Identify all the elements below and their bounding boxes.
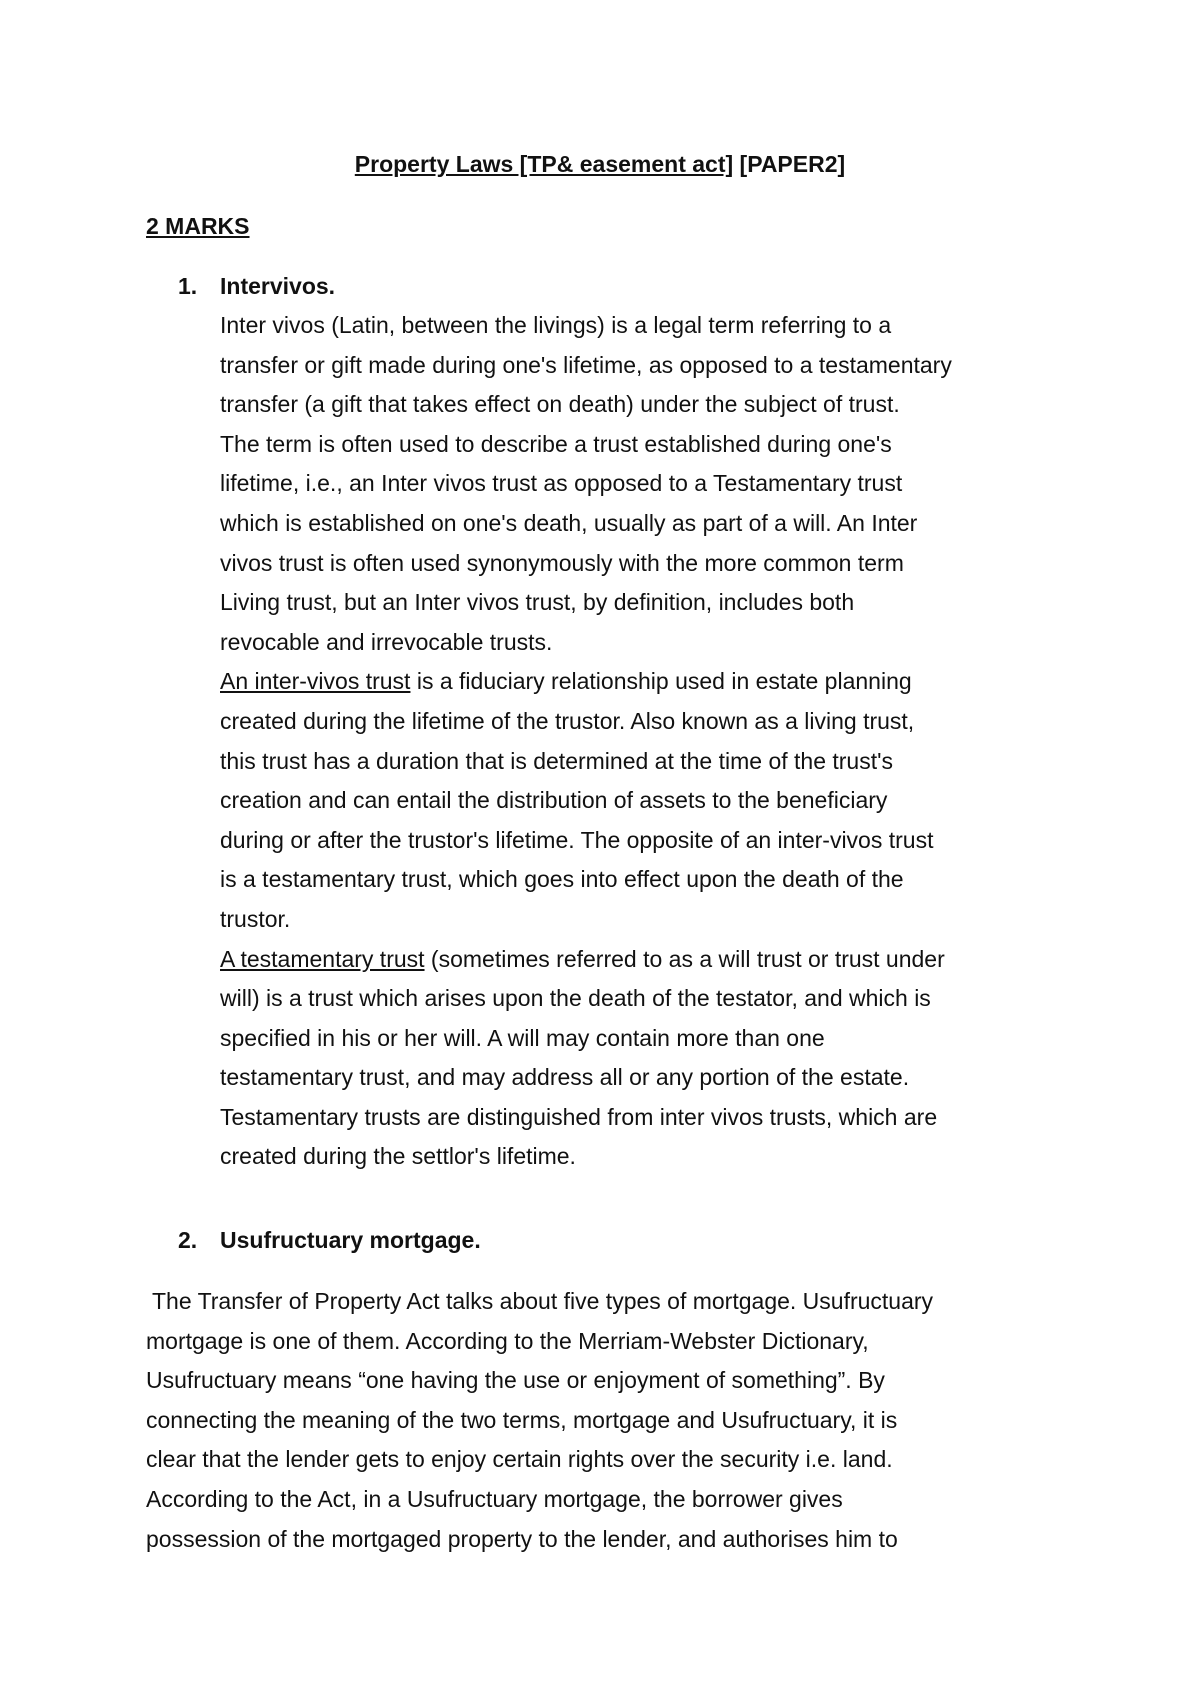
item-title: Usufructuary mortgage. bbox=[220, 1227, 481, 1253]
text-line: revocable and irrevocable trusts. bbox=[220, 628, 553, 655]
text-line: testamentary trust, and may address all or any portion of the estate. bbox=[220, 1064, 910, 1091]
text-line: The term is often used to describe a trust established during one's bbox=[220, 430, 892, 457]
text-line bbox=[220, 662, 1070, 702]
text-line: Testamentary trusts are distinguished from inter vivos trusts, which are bbox=[220, 1103, 938, 1130]
underlined-term: An inter-vivos trust bbox=[220, 668, 411, 695]
text-line: The Transfer of Property Act talks about five types of mortgage. Usufructuary bbox=[146, 1288, 934, 1314]
text-line: during or after the trustor's lifetime. The opposite of an inter-vivos trust bbox=[220, 826, 934, 853]
text-line: trustor. bbox=[220, 905, 291, 932]
item-number: 2. bbox=[178, 1227, 198, 1253]
text-line: created during the settlor's lifetime. bbox=[220, 1143, 576, 1170]
text-fragment: is a fiduciary relationship used in estate planning bbox=[410, 668, 912, 695]
text-line: lifetime, i.e., an Inter vivos trust as opposed to a Testamentary trust bbox=[220, 470, 903, 497]
title-suffix: [PAPER2] bbox=[733, 151, 846, 177]
item-heading-2 bbox=[178, 1224, 481, 1256]
text-line: transfer or gift made during one's lifetime, as opposed to a testamentary bbox=[220, 351, 952, 378]
item-2-body bbox=[146, 1282, 1076, 1559]
text-line: According to the Act, in a Usufructuary mortgage, the borrower gives bbox=[146, 1485, 843, 1512]
item-number: 1. bbox=[178, 273, 198, 299]
text-line: specified in his or her will. A will may contain more than one bbox=[220, 1024, 825, 1051]
text-line: clear that the lender gets to enjoy certain rights over the security i.e. land. bbox=[146, 1446, 893, 1473]
underlined-term: A testamentary trust bbox=[220, 945, 425, 972]
text-line: Inter vivos (Latin, between the livings) is a legal term referring to a bbox=[220, 312, 892, 338]
text-line: created during the lifetime of the trustor. Also known as a living trust, bbox=[220, 707, 915, 734]
title-underlined: Property Laws [TP& easement act] bbox=[354, 151, 734, 177]
text-line bbox=[220, 940, 1070, 980]
text-fragment: (sometimes referred to as a will trust or trust under bbox=[424, 945, 945, 972]
text-line: this trust has a duration that is determined at the time of the trust's bbox=[220, 747, 894, 774]
text-line: creation and can entail the distribution of assets to the beneficiary bbox=[220, 787, 888, 814]
item-heading-1 bbox=[178, 270, 335, 302]
text-line: which is established on one's death, usually as part of a will. An Inter bbox=[220, 509, 918, 536]
document-title bbox=[0, 148, 1200, 180]
text-line: Usufructuary means “one having the use or enjoyment of something”. By bbox=[146, 1367, 885, 1394]
text-line: vivos trust is often used synonymously with the more common term bbox=[220, 549, 904, 576]
item-1-body bbox=[220, 306, 1070, 1177]
section-heading: 2 MARKS bbox=[146, 213, 250, 239]
text-line: mortgage is one of them. According to the Merriam-Webster Dictionary, bbox=[146, 1327, 869, 1354]
text-line: is a testamentary trust, which goes into effect upon the death of the bbox=[220, 866, 904, 893]
text-line: transfer (a gift that takes effect on death) under the subject of trust. bbox=[220, 391, 900, 418]
text-line: will) is a trust which arises upon the death of the testator, and which is bbox=[220, 985, 931, 1012]
text-line: possession of the mortgaged property to the lender, and authorises him to bbox=[146, 1525, 898, 1552]
text-line: Living trust, but an Inter vivos trust, by definition, includes both bbox=[220, 589, 855, 616]
item-title: Intervivos. bbox=[220, 273, 336, 299]
text-line: connecting the meaning of the two terms, mortgage and Usufructuary, it is bbox=[146, 1406, 898, 1433]
